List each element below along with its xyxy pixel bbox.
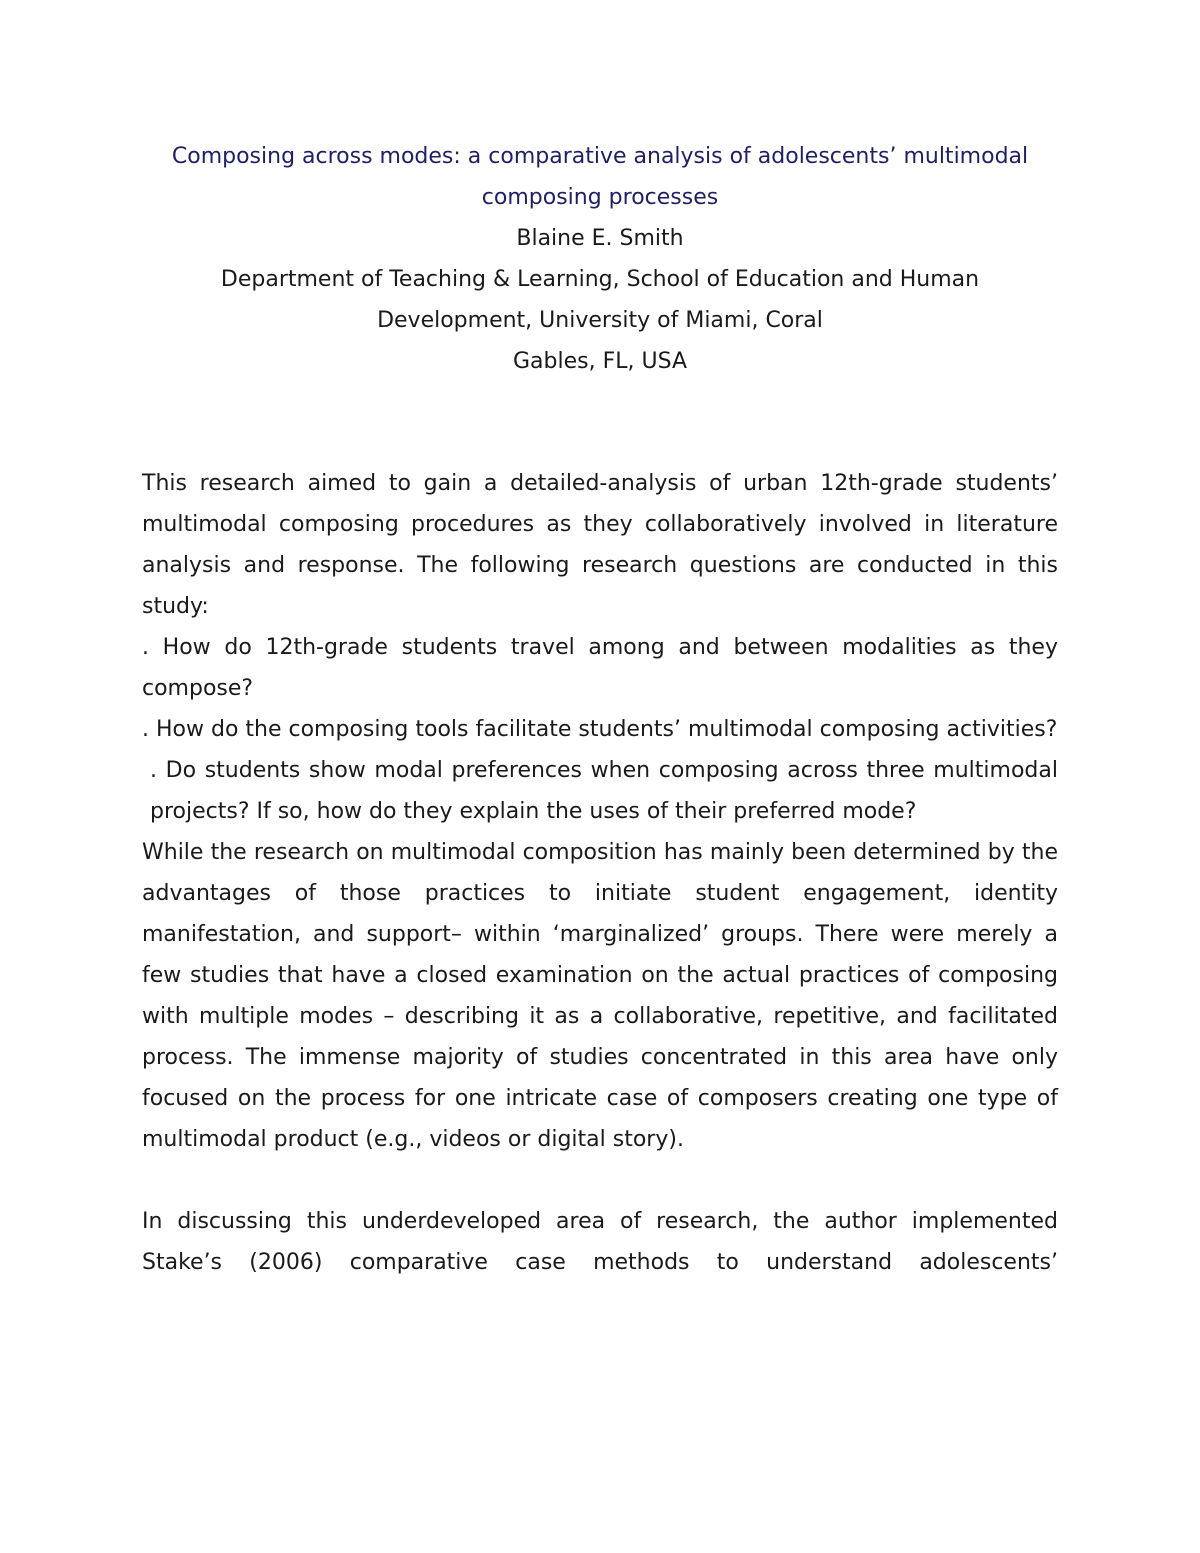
affiliation-line-1: Department of Teaching & Learning, School of Education and Human	[220, 267, 980, 292]
paragraph-spacer	[142, 1160, 1058, 1201]
intro-paragraph: This research aimed to gain a detailed-analysis of urban 12th-grade students’ multimodal composing procedures as they collaboratively involved in literature analysis and response. The following research questions are conducted in this study:	[142, 471, 1058, 619]
title-line-1: Composing across modes: a comparative analysis of adolescents’ multimodal	[171, 144, 1029, 169]
research-question-1: . How do 12th-grade students travel among and between modalities as they compose?	[142, 635, 1058, 701]
document-header	[140, 136, 1060, 382]
body-paragraph-3: In discussing this underdeveloped area of research, the author implemented Stake’s (2006) comparative case methods to understand adolescents’	[142, 1209, 1058, 1275]
title-line-2: composing processes	[481, 185, 719, 210]
research-question-3: . Do students show modal preferences when composing across three multimodal projects? If so, how do they explain the uses of their preferred mode?	[150, 758, 1058, 824]
author-name: Blaine E. Smith	[516, 226, 684, 251]
body-paragraph-2: While the research on multimodal composition has mainly been determined by the advantages of those practices to initiate student engagement, identity manifestation, and support– within ‘marginalized’ groups. There were merely a few studies that have a closed examination on the actual practices of composing with multiple modes – describing it as a collaborative, repetitive, and facilitated process. The immense majority of studies concentrated in this area have only focused on the process for one intricate case of composers creating one type of multimodal product (e.g., videos or digital story).	[142, 840, 1058, 1152]
affiliation-line-2: Development, University of Miami, Coral	[377, 308, 823, 333]
affiliation-line-3: Gables, FL, USA	[512, 349, 687, 374]
research-question-2: . How do the composing tools facilitate students’ multimodal composing activities?	[142, 717, 1058, 742]
document-body	[142, 463, 1058, 1283]
